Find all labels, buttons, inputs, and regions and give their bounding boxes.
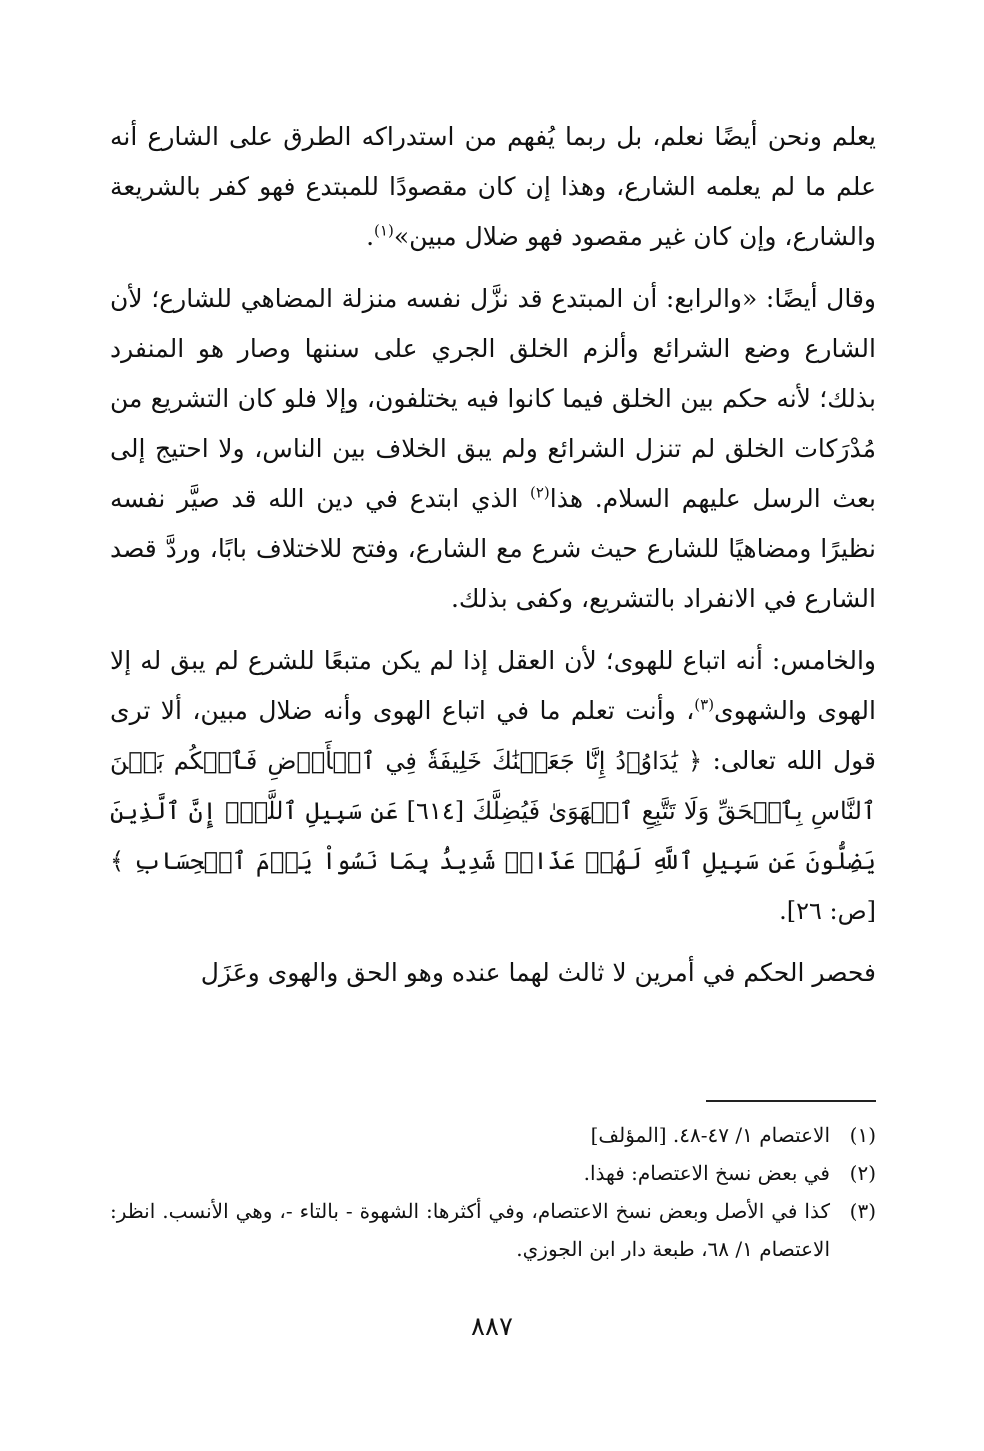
footnote-ref-1: (١) — [374, 221, 394, 240]
footnotes — [110, 1116, 876, 1268]
paragraph-3 — [110, 636, 876, 936]
paragraph-2-text-b: الذي ابتدع في دين الله قد صيَّر نفسه نظيرًا ومضاهيًا للشارع حيث شرع مع الشارع، وفتح للاختلاف بابًا، وردَّ قصد الشارع في الانفراد بالتشريع، وكفى بذلك. — [110, 484, 876, 613]
verse-reference: [ص: ٢٦]. — [779, 897, 876, 925]
paragraph-4 — [110, 948, 876, 998]
footnote-divider — [706, 1100, 876, 1102]
paragraph-3-text-a: والخامس: أنه اتباع للهوى؛ لأن العقل إذا لم يكن متبعًا للشرع لم يبق له إلا الهوى والشهوى — [110, 646, 876, 725]
paragraph-1 — [110, 112, 876, 262]
footnote-ref-3: (٣) — [694, 695, 715, 714]
footnote-number: (٣) — [849, 1199, 876, 1223]
footnote-number: (٢) — [849, 1161, 876, 1185]
paragraph-3-text-b: ، وأنت تعلم ما في اتباع الهوى وأنه ضلال مبين، ألا ترى قول الله تعالى: — [110, 696, 876, 775]
footnote-2 — [110, 1154, 876, 1192]
footnote-text: كذا في الأصل وبعض نسخ الاعتصام، وفي أكثرها: الشهوة - بالتاء -، وهي الأنسب. انظر: الاعتصام ١/ ٦٨، طبعة دار ابن الجوزي. — [110, 1199, 830, 1261]
footnote-text: الاعتصام ١/ ٤٧-٤٨. [المؤلف] — [590, 1123, 830, 1147]
footnote-number: (١) — [849, 1123, 876, 1147]
footnote-ref-2: (٢) — [529, 483, 550, 502]
paragraph-2-text-a: وقال أيضًا: «والرابع: أن المبتدع قد نزَّل نفسه منزلة المضاهي للشارع؛ لأن الشارع وضع الشرائع وألزم الخلق الجري على سننها وصار هو المنفرد بذلك؛ لأنه حكم بين الخلق فيما كانوا فيه يختلفون، وإلا فلو كان التشريع من مُدْرَكات الخلق لم تنزل الشرائع ولم يبق الخلاف بين الناس، ولا احتيج إلى بعث الرسل عليهم السلام. هذا — [110, 284, 876, 513]
paragraph-4-text: فحصر الحكم في أمرين لا ثالث لهما عنده وهو الحق والهوى وعَزَل — [200, 958, 876, 987]
page-number: ٨٨٧ — [471, 1312, 513, 1342]
footnote-1 — [110, 1116, 876, 1154]
footnote-3 — [110, 1192, 876, 1268]
paragraph-2 — [110, 274, 876, 624]
paragraph-1-end: . — [366, 222, 375, 251]
footnote-text: في بعض نسخ الاعتصام: فهذا. — [583, 1161, 830, 1185]
quran-verse: ﴿ يَٰدَاوُۥدُ إِنَّا جَعَلۡنَٰكَ خَلِيفَةٗ فِي ٱلۡأَرۡضِ فَٱحۡكُم بَيۡنَ ٱلنَّاسِ بِٱلۡحَقِّ وَلَا تَتَّبِعِ ٱلۡهَوَىٰ فَيُضِلَّكَ [٦١٤] عَن سَبِيلِ ٱللَّهِۚ إِنَّ ٱلَّذِينَ يَضِلُّونَ عَن سَبِيلِ ٱللَّهِ لَهُمۡ عَذَابٞ شَدِيدُۢ بِمَا نَسُواْ يَوۡمَ ٱلۡحِسَابِ ﴾ — [110, 747, 876, 875]
paragraph-1-text: يعلم ونحن أيضًا نعلم، بل ربما يُفهم من استدراكه الطرق على الشارع أنه علم ما لم يعلمه الشارع، وهذا إن كان مقصودًا للمبتدع فهو كفر بالشريعة والشارع، وإن كان غير مقصود فهو ضلال مبين» — [110, 122, 876, 251]
